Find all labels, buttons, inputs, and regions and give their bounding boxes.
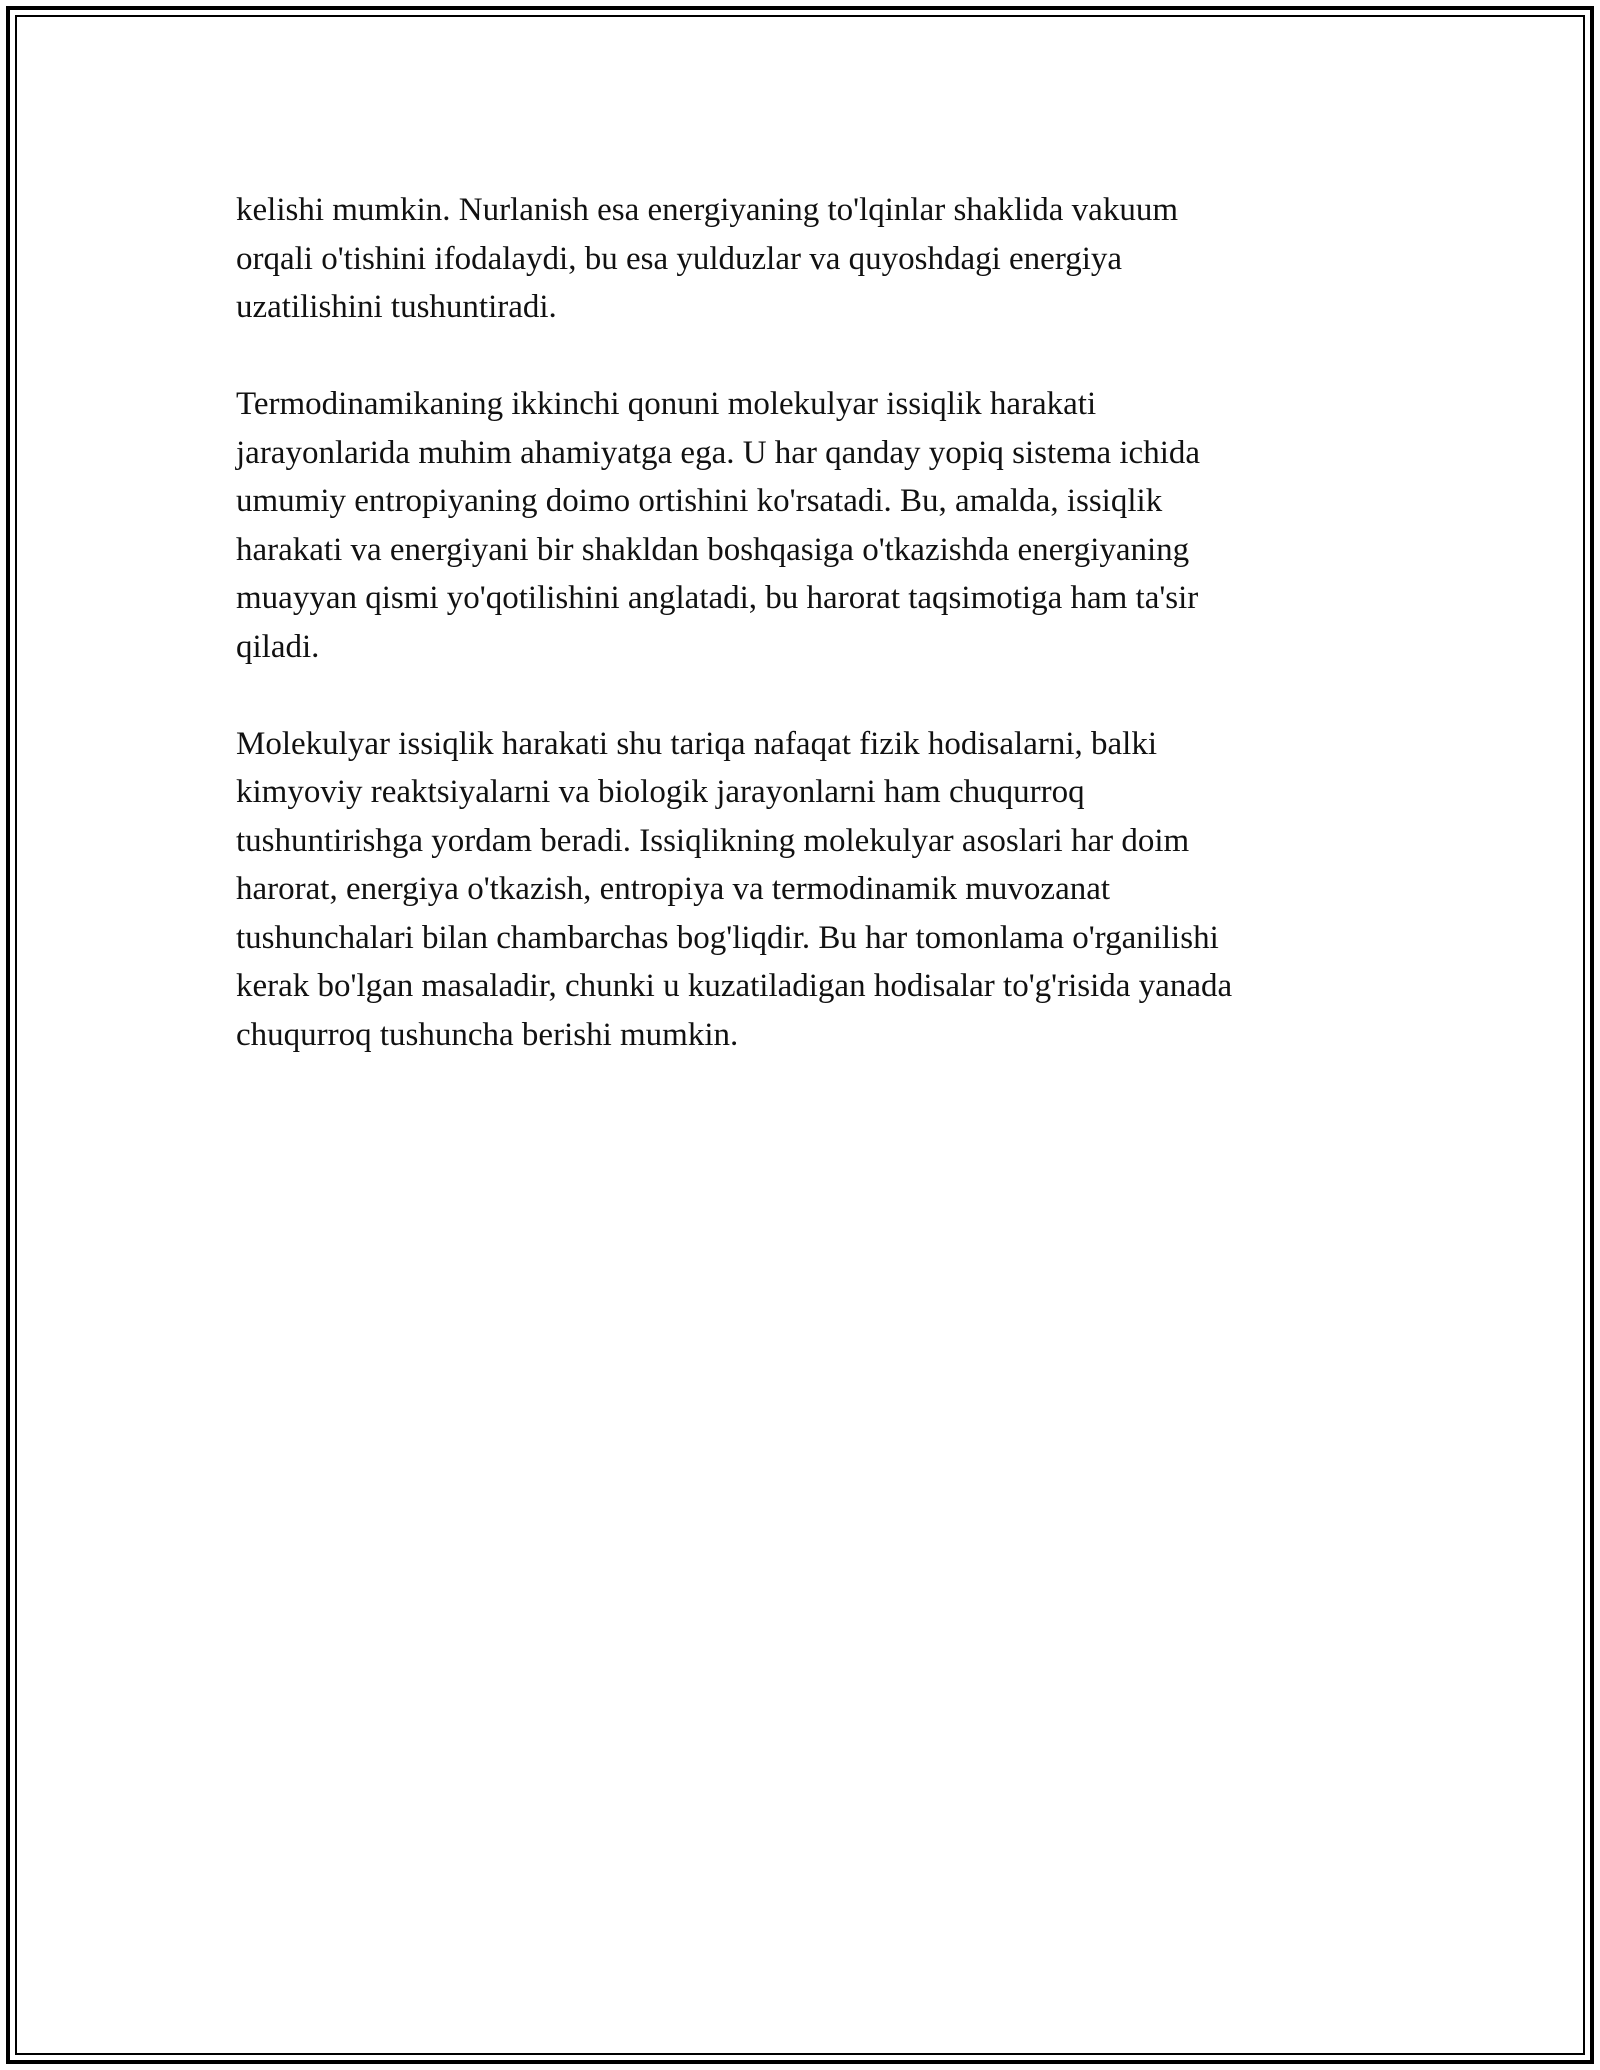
document-body (236, 186, 1366, 1108)
paragraph-line: harakati va energiyani bir shakldan boshqasiga o'tkazishda energiyaning (236, 531, 1190, 568)
paragraph-line: harorat, energiya o'tkazish, entropiya va termodinamik muvozanat (236, 871, 1111, 907)
paragraph-line: Molekulyar issiqlik harakati shu tariqa nafaqat fizik hodisalarni, balki (236, 725, 1157, 762)
paragraph-2 (236, 380, 1366, 671)
paragraph-line: uzatilishini tushuntiradi. (236, 289, 557, 325)
paragraph-line: umumiy entropiyaning doimo ortishini ko'rsatadi. Bu, amalda, issiqlik (236, 483, 1163, 519)
paragraph-line: kerak bo'lgan masaladir, chunki u kuzatiladigan hodisalar to'g'risida yanada (236, 968, 1233, 1004)
paragraph-line: jarayonlarida muhim ahamiyatga ega. U har qanday yopiq sistema ichida (236, 434, 1201, 471)
paragraph-line: Termodinamikaning ikkinchi qonuni molekulyar issiqlik harakati (236, 386, 1097, 422)
paragraph-line: tushunchalari bilan chambarchas bog'liqdir. Bu har tomonlama o'rganilishi (236, 919, 1219, 956)
paragraph-line: kelishi mumkin. Nurlanish esa energiyaning to'lqinlar shaklida vakuum (236, 192, 1178, 228)
paragraph-line: kimyoviy reaktsiyalarni va biologik jarayonlarni ham chuqurroq (236, 774, 1085, 810)
paragraph-line: qiladi. (236, 628, 320, 665)
paragraph-1 (236, 186, 1366, 332)
paragraph-line: chuqurroq tushuncha berishi mumkin. (236, 1016, 739, 1053)
paragraph-line: orqali o'tishini ifodalaydi, bu esa yulduzlar va quyoshdagi energiya (236, 240, 1123, 277)
paragraph-line: muayyan qismi yo'qotilishini anglatadi, bu harorat taqsimotiga ham ta'sir (236, 580, 1199, 616)
paragraph-line: tushuntirishga yordam beradi. Issiqlikning molekulyar asoslari har doim (236, 822, 1190, 859)
paragraph-3 (236, 720, 1366, 1060)
